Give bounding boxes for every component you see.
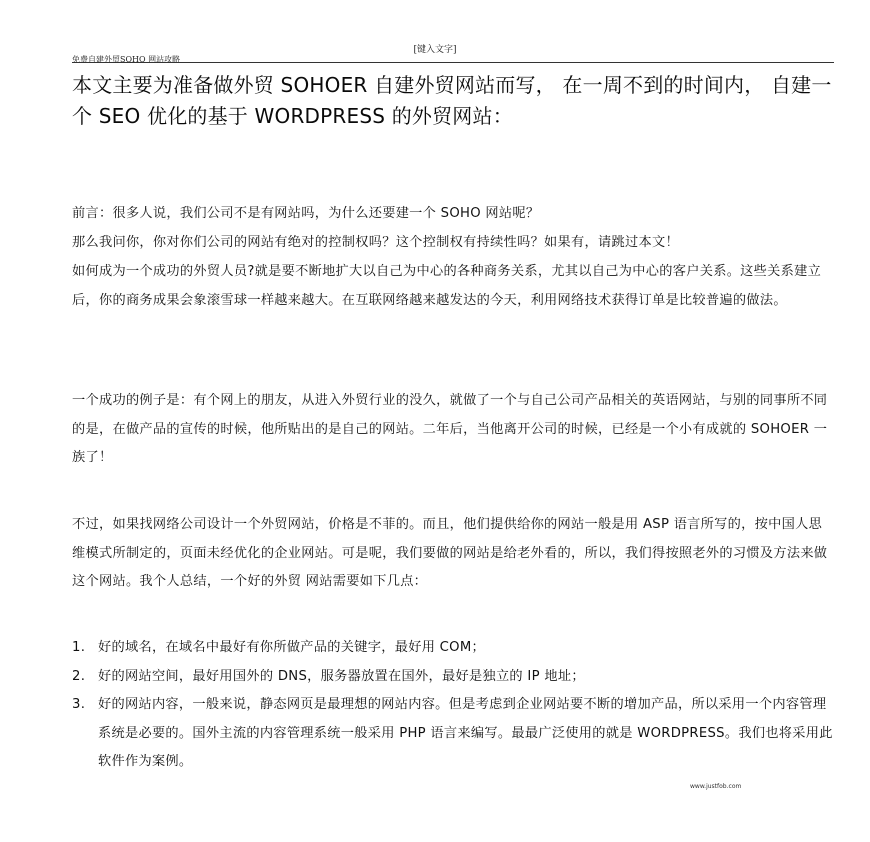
list-number: 2. xyxy=(72,668,86,684)
list-number: 3. xyxy=(72,697,86,712)
watermark-url: www.justfob.com xyxy=(690,783,742,790)
list-item xyxy=(72,634,834,663)
list-item-text: 好的域名，在域名中最好有你所做产品的关键字，最好用 COM； xyxy=(98,640,486,655)
list-number: 1. xyxy=(72,640,86,655)
document-title: 本文主要为准备做外贸 SOHOER 自建外贸网站而写， 在一周不到的时间内， 自建一个 SEO 优化的基于 WORDPRESS 的外贸网站： xyxy=(72,73,832,128)
requirements-list xyxy=(72,634,834,777)
paragraph-business-relations: 如何成为一个成功的外贸人员?就是要不断地扩大以自己为中心的各种商务关系，尤其以自己为中心的客户关系。这些关系建立后，你的商务成果会象滚雪球一样越来越大。在互联网络越来越发达的今天，利用网络技术获得订单是比较普遍的做法。 xyxy=(72,264,822,308)
header-document-title: 免费自建外贸SOHO 网站攻略 xyxy=(72,55,181,64)
header-divider xyxy=(72,62,834,63)
paragraph-website-cost: 不过，如果找网络公司设计一个外贸网站，价格是不菲的。而且，他们提供给你的网站一般是用 ASP 语言所写的，按中国人思维模式所制定的，页面未经优化的企业网站。可是呢，我们要做的网站是给老外看的，所以，我们得按照老外的习惯及方法来做这个网站。我个人总结，一个好的外贸 网站需要如下几点： xyxy=(72,517,828,589)
list-item xyxy=(72,691,834,777)
list-item-text: 好的网站内容，一般来说，静态网页是最理想的网站内容。但是考虑到企业网站要不断的增加产品，所以采用一个内容管理系统是必要的。国外主流的内容管理系统一般采用 PHP 语言来编写。最最广泛使用的就是 WORDPRESS。我们也将采用此软件作为案例。 xyxy=(98,697,833,769)
paragraph-success-example: 一个成功的例子是：有个网上的朋友，从进入外贸行业的没久，就做了一个与自己公司产品相关的英语网站，与别的同事所不同的是，在做产品的宣传的时候，他所贴出的是自己的网站。二年后，当他离开公司的时候，已经是一个小有成就的 SOHOER 一族了！ xyxy=(72,393,828,465)
list-item-text: 好的网站空间，最好用国外的 DNS，服务器放置在国外，最好是独立的 IP 地址； xyxy=(98,668,585,684)
paragraph-question: 那么我问你，你对你们公司的网站有绝对的控制权吗？这个控制权有持续性吗？如果有，请跳过本文！ xyxy=(72,235,679,250)
list-item xyxy=(72,663,834,692)
paragraph-preface: 前言：很多人说，我们公司不是有网站吗，为什么还要建一个 SOHO 网站呢？ xyxy=(72,206,540,221)
header-placeholder-text: [键入文字] xyxy=(413,45,457,55)
